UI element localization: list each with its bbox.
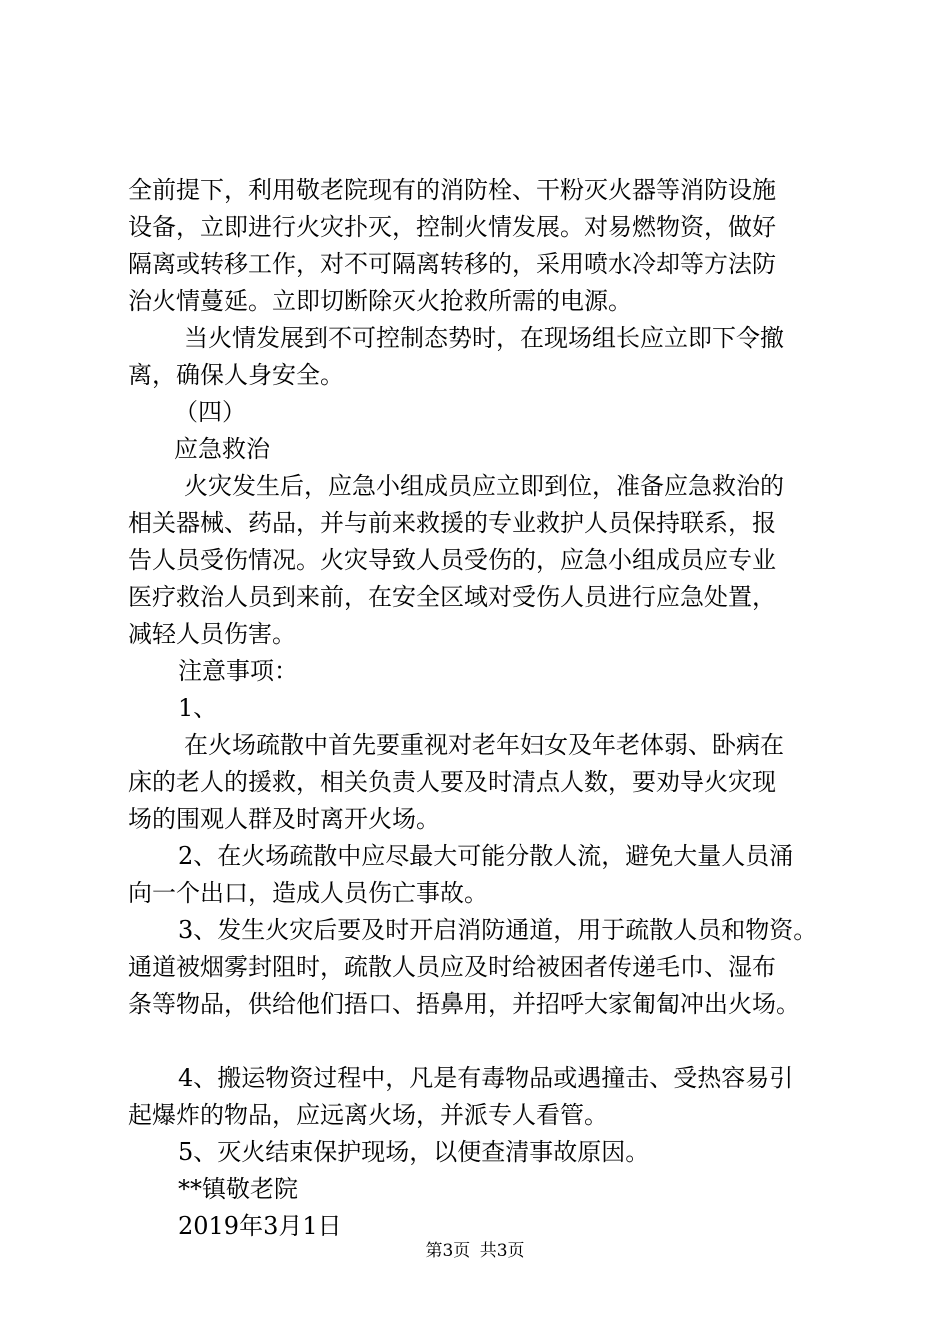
paragraph-line: 2、在火场疏散中应尽最大可能分散人流，避免大量人员涌 <box>178 842 794 870</box>
paragraph-line: 全前提下，利用敬老院现有的消防栓、干粉灭火器等消防设施 <box>128 176 776 204</box>
section-heading: 应急救治 <box>174 435 270 463</box>
paragraph-line: 离，确保人身安全。 <box>128 361 344 389</box>
section-number: （四） <box>174 398 246 426</box>
blank-line <box>128 1023 848 1060</box>
paragraph-line: 通道被烟雾封阻时，疏散人员应及时给被困者传递毛巾、湿布 <box>128 953 776 981</box>
signature-date: 2019年3月1日 <box>178 1212 342 1240</box>
paragraph-line: 告人员受伤情况。火灾导致人员受伤的，应急小组成员应专业 <box>128 546 776 574</box>
paragraph-line: 3、发生火灾后要及时开启消防通道，用于疏散人员和物资。 <box>178 916 818 944</box>
signature-organization: **镇敬老院 <box>178 1175 298 1203</box>
paragraph-line: 条等物品，供给他们捂口、捂鼻用，并招呼大家匍匐冲出火场。 <box>128 990 800 1018</box>
paragraph-line: 火灾发生后，应急小组成员应立即到位，准备应急救治的 <box>184 472 784 500</box>
paragraph-line: 医疗救治人员到来前，在安全区域对受伤人员进行应急处置， <box>128 583 776 611</box>
paragraph-line: 4、搬运物资过程中，凡是有毒物品或遇撞击、受热容易引 <box>178 1064 794 1092</box>
paragraph-line: 治火情蔓延。立即切断除灭火抢救所需的电源。 <box>128 287 632 315</box>
paragraph-line: 减轻人员伤害。 <box>128 620 296 648</box>
paragraph-line: 场的围观人群及时离开火场。 <box>128 805 440 833</box>
document-body <box>128 172 848 1245</box>
paragraph-line: 在火场疏散中首先要重视对老年妇女及年老体弱、卧病在 <box>184 731 784 759</box>
paragraph-line: 起爆炸的物品，应远离火场，并派专人看管。 <box>128 1101 608 1129</box>
page-number: 第3页 <box>425 1241 471 1261</box>
paragraph-line: 当火情发展到不可控制态势时，在现场组长应立即下令撤 <box>184 324 784 352</box>
notes-heading: 注意事项： <box>178 657 298 685</box>
page-total: 共3页 <box>479 1241 525 1261</box>
paragraph-line: 向一个出口，造成人员伤亡事故。 <box>128 879 488 907</box>
paragraph-line: 床的老人的援救，相关负责人要及时清点人数，要劝导火灾现 <box>128 768 776 796</box>
paragraph-line: 5、灭火结束保护现场，以便查清事故原因。 <box>178 1138 650 1166</box>
paragraph-line: 设备，立即进行火灾扑灭，控制火情发展。对易燃物资，做好 <box>128 213 776 241</box>
list-number: 1、 <box>178 694 218 722</box>
paragraph-line: 隔离或转移工作，对不可隔离转移的，采用喷水冷却等方法防 <box>128 250 776 278</box>
paragraph-line: 相关器械、药品，并与前来救援的专业救护人员保持联系，报 <box>128 509 776 537</box>
page-footer <box>0 1240 950 1262</box>
